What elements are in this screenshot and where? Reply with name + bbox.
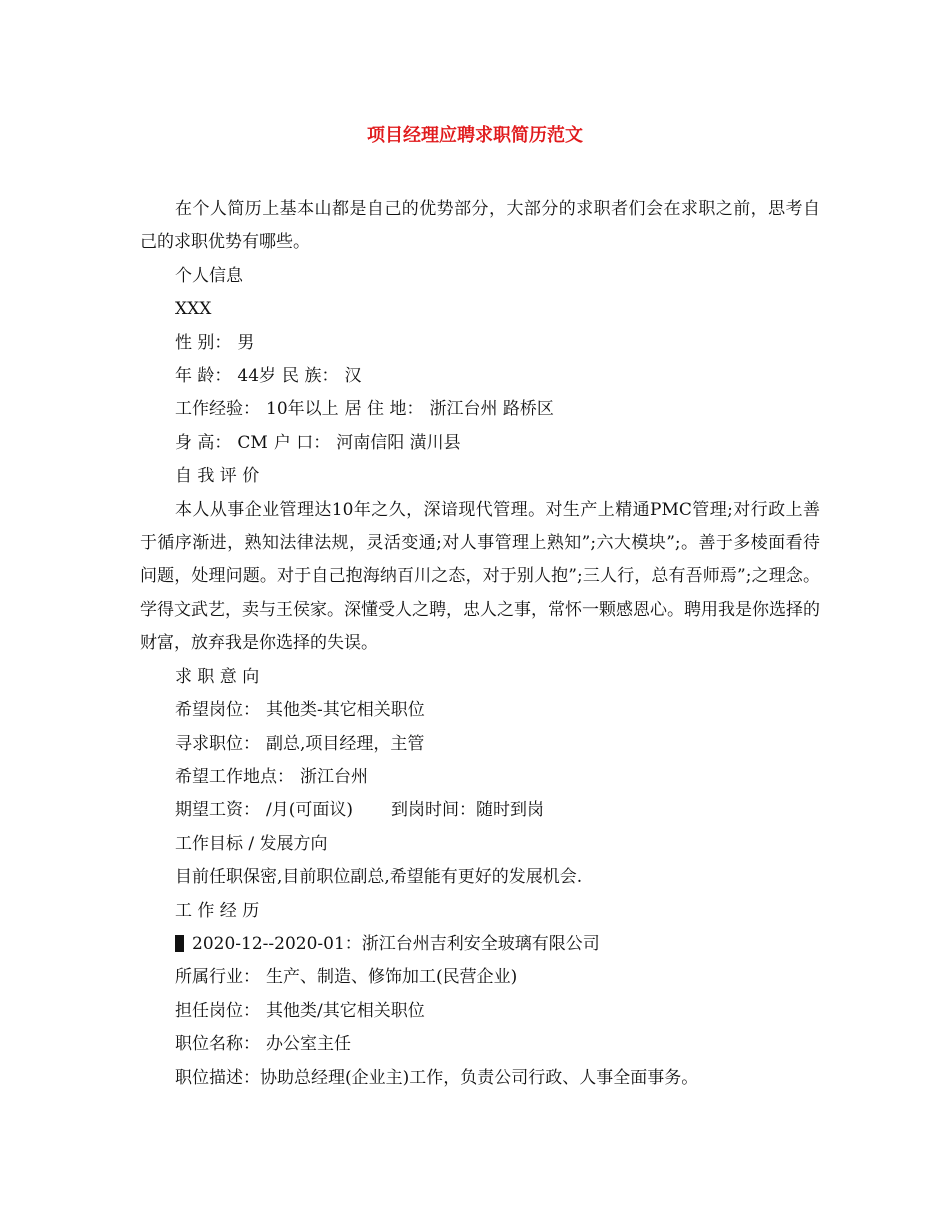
document-title: 项目经理应聘求职简历范文 <box>367 125 583 146</box>
candidate-name: XXX <box>175 299 212 320</box>
height-label: 身 高： <box>175 432 232 453</box>
post-value: 其他类/其它相关职位 <box>266 1000 425 1021</box>
position-label: 职位名称： <box>175 1034 260 1055</box>
industry-row <box>140 961 820 994</box>
residence-value: 浙江台州 路桥区 <box>429 399 554 420</box>
personal-info-heading: 个人信息 <box>175 265 243 286</box>
location-row <box>140 761 820 794</box>
seeking-value: 副总,项目经理，主管 <box>266 733 425 754</box>
experience-value: 10年以上 <box>266 399 339 420</box>
work-entry-title: 2020-12--2020-01：浙江台州吉利安全玻璃有限公司 <box>192 933 600 954</box>
work-history-heading: 工 作 经 历 <box>175 900 260 921</box>
seeking-label: 寻求职位： <box>175 733 260 754</box>
start-value: 随时到岗 <box>476 800 544 821</box>
goal-text: 目前任职保密,目前职位副总,希望能有更好的发展机会. <box>175 867 583 888</box>
industry-label: 所属行业： <box>175 967 260 988</box>
start-label: 到岗时间： <box>391 800 476 821</box>
experience-residence-row <box>140 393 820 426</box>
age-label: 年 龄： <box>175 366 232 387</box>
post-row <box>140 995 820 1028</box>
residence-label: 居 住 地： <box>344 399 424 420</box>
description-label: 职位描述： <box>175 1067 260 1088</box>
ethnicity-label: 民 族： <box>282 366 339 387</box>
desired-post-value: 其他类-其它相关职位 <box>266 700 425 721</box>
height-value: CM <box>237 432 268 453</box>
salary-row <box>140 794 820 827</box>
goal-heading: 工作目标 / 发展方向 <box>175 833 328 854</box>
description-row <box>140 1062 820 1095</box>
experience-label: 工作经验： <box>175 399 260 420</box>
seeking-row <box>140 728 820 761</box>
work-entry-title-row <box>140 928 820 961</box>
salary-label: 期望工资： <box>175 800 260 821</box>
bullet-square-icon <box>175 935 184 952</box>
gender-label: 性 别： <box>175 332 232 353</box>
ethnicity-value: 汉 <box>344 366 362 387</box>
location-label: 希望工作地点： <box>175 766 294 787</box>
position-value: 办公室主任 <box>266 1034 351 1055</box>
post-label: 担任岗位： <box>175 1000 260 1021</box>
self-eval-heading: 自 我 评 价 <box>175 466 260 487</box>
description-value: 协助总经理(企业主)工作，负责公司行政、人事全面事务。 <box>260 1067 699 1088</box>
intro-paragraph: 在个人简历上基本山都是自己的优势部分，大部分的求职者们会在求职之前，思考自己的求职优势有哪些。 <box>140 199 820 253</box>
desired-post-label: 希望岗位： <box>175 700 260 721</box>
age-ethnicity-row <box>140 360 820 393</box>
age-value: 44岁 <box>237 366 277 387</box>
industry-value: 生产、制造、修饰加工(民营企业) <box>266 967 518 988</box>
position-row <box>140 1028 820 1061</box>
salary-value: /月(可面议) <box>266 800 353 821</box>
hukou-label: 户 口： <box>273 432 331 453</box>
gender-value: 男 <box>237 332 255 353</box>
height-hukou-row <box>140 427 820 460</box>
intention-heading: 求 职 意 向 <box>175 666 260 687</box>
gender-row <box>140 327 820 360</box>
document-body <box>140 193 820 1095</box>
self-eval-paragraph: 本人从事企业管理达10年之久，深谙现代管理。对生产上精通PMC管理;对行政上善于循序渐进，熟知法律法规，灵活变通;对人事管理上熟知”;六大模块”;。善于多棱面看待问题，处理问题。对于自己抱海纳百川之态，对于别人抱”;三人行，总有吾师焉”;之理念。学得文武艺，卖与王侯家。深懂受人之聘，忠人之事，常怀一颗感恩心。聘用我是你选择的财富，放弃我是你选择的失误。 <box>140 499 820 654</box>
hukou-value: 河南信阳 潢川县 <box>336 432 461 453</box>
location-value: 浙江台州 <box>300 766 368 787</box>
desired-post-row <box>140 694 820 727</box>
